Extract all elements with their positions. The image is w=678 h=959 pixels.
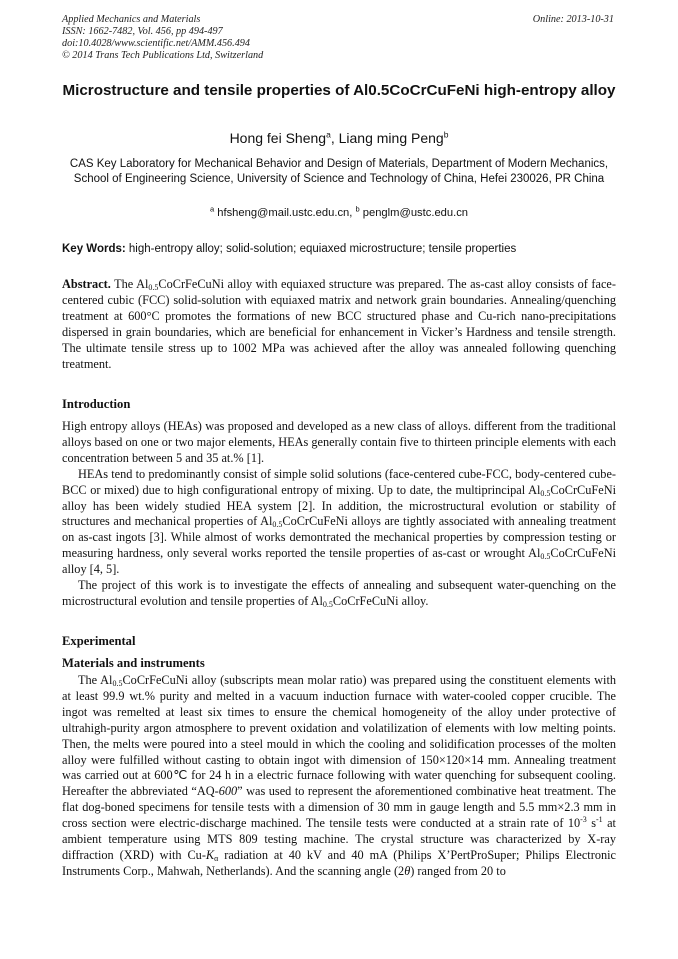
abstract-label: Abstract. (62, 277, 111, 291)
introduction-body (62, 419, 616, 610)
subscript: 0.5 (148, 283, 159, 292)
subscript: α (214, 853, 219, 863)
paragraph-text: ) ranged from 20 to (410, 863, 506, 878)
italic-text: 600 (218, 784, 238, 799)
subscript: 0.5 (322, 599, 333, 609)
email-mark: b (355, 204, 360, 214)
author-emails (62, 204, 616, 219)
abstract-text: The Al (110, 277, 149, 291)
section-heading-experimental: Experimental (62, 634, 136, 648)
paragraph-text: ” was used to represent the aforementioned combinative heat treatment. The flat dog-boned specimens for tensile tests with a dimension of 30 mm in gauge length and 5.5 mm×2.3 mm in cross section were electric-discharge machined. The tensile tests were conducted at a strain rate of 10 (62, 784, 617, 831)
author-affil-mark: b (443, 129, 449, 140)
paragraph-text: CoCrCuFeNi alloys are tightly associated with annealing treatment on as-cast ingots [3]. While almost of works demontrated the mechanical properties by compression testing or measuring hardness, only several works reported the tensile properties of as-cast or wrought Al (62, 514, 616, 561)
copyright-line: © 2014 Trans Tech Publications Ltd, Switzerland (62, 50, 264, 61)
italic-text: θ (404, 863, 411, 878)
paragraph-text: s (586, 816, 597, 831)
paragraph-text: HEAs tend to predominantly consist of simple solid solutions (face-centered cube-FCC, body-centered cube-BCC or mixed) due to high configurational entropy of mixing. Up to date, the multiprincipal Al (62, 466, 616, 497)
paragraph-text: CoCrCuFeNi alloy has been widely studied HEA system [2]. In addition, the microstructural evolution or stability of structures and mechanical properties of Al (62, 482, 616, 529)
experimental-body (62, 673, 616, 880)
paragraph-text: The project of this work is to investigate the effects of annealing and subsequent water-quenching on the microstructural evolution and tensile properties of Al (62, 578, 616, 608)
italic-text: K (205, 847, 215, 862)
superscript: -3 (580, 815, 587, 825)
keywords-label: Key Words: (62, 243, 126, 255)
keywords-text: high-entropy alloy; solid-solution; equiaxed microstructure; tensile properties (125, 243, 517, 255)
email-link[interactable]: penglm@ustc.edu.cn (362, 207, 469, 219)
paragraph (62, 578, 616, 610)
paragraph (62, 467, 616, 578)
section-heading-introduction: Introduction (62, 397, 131, 411)
paragraph-text: CoCrFeCuNi alloy (subscripts mean molar ratio) was prepared using the constituent elements with at least 99.9 wt.% purity and melted in a vacuum induction furnace with water-cooled copper crucible. The ingot was remelted at least six times to ensure the chemical homogeneity of the alloy under protective of ultrahigh-purity argon atmosphere to prevent oxidation and volatilization of elements with low melting points. Then, the melts were poured into a steel mould in which the cooling and solidification processes of the molten alloy were fulfilled without casting to obtain ingot with dimension of 150×120×14 mm. Annealing treatment was carried out at 600℃ for 24 h in a electric furnace following with water quenching for subsequent cooling. Hereafter the abbreviated “AQ- (62, 673, 617, 799)
paragraph-text: at ambient temperature using MTS 809 testing machine. The crystal structure was characterized by X-ray diffraction (XRD) with Cu- (62, 816, 616, 862)
abstract (62, 277, 616, 372)
author-name: Liang ming Peng (338, 130, 444, 146)
paragraph-text: CoCrFeCuNi alloy. (332, 593, 429, 608)
issn-line: ISSN: 1662-7482, Vol. 456, pp 494-497 (62, 26, 223, 37)
email-separator: , (349, 207, 356, 219)
superscript: -1 (596, 815, 603, 825)
affiliation: CAS Key Laboratory for Mechanical Behavior and Design of Materials, Department of Modern Mechanics, School of Engineering Science, University of Science and Technology of China, Hefei 230026, PR China (69, 158, 609, 185)
subscript: 0.5 (540, 552, 551, 562)
keywords (62, 243, 616, 255)
paragraph: High entropy alloys (HEAs) was proposed and developed as a new class of alloys. different from the traditional alloys based on one or two major elements, HEAs generally contain five to thirteen principle elements with each concentration between 5 and 35 at.% [1]. (62, 419, 616, 465)
journal-header (62, 14, 263, 62)
paragraph-text: CoCrCuFeNi alloy [4, 5]. (62, 546, 616, 577)
author-list (62, 130, 616, 146)
paragraph-text: radiation at 40 kV and 40 mA (Philips X’PertProSuper; Philips Electronic Instruments Corp., Mahwah, Netherlands). And the scanning angle (2 (62, 847, 616, 878)
email-link[interactable]: hfsheng@mail.ustc.edu.cn (217, 207, 350, 219)
author-separator: , (330, 130, 339, 146)
paper-title: Microstructure and tensile properties of Al0.5CoCrCuFeNi high-entropy alloy (62, 82, 616, 99)
subscript: 0.5 (272, 520, 283, 530)
doi-link[interactable]: doi:10.4028/www.scientific.net/AMM.456.494 (62, 38, 250, 49)
email-mark: a (209, 204, 215, 214)
author-name: Hong fei Sheng (229, 130, 327, 146)
journal-name: Applied Mechanics and Materials (62, 14, 201, 25)
author-affil-mark: a (326, 129, 331, 140)
online-date: Online: 2013-10-31 (532, 14, 614, 25)
subscript: 0.5 (540, 488, 551, 498)
subsection-heading-materials: Materials and instruments (62, 656, 205, 670)
paragraph-text: The Al (78, 673, 113, 687)
abstract-text: CoCrFeCuNi alloy with equiaxed structure was prepared. The as-cast alloy consists of face-centered cubic (FCC) solid-solution with equiaxed matrix and network grain boundaries. Annealing/quenching treatment at 600°C promotes the formations of new BCC structured phase and Cu-rich nano-precipitations dispersed in grain boundaries, which are beneficial for enhancement in Vicker’s Hardness and tensile strength. The ultimate tensile stress up to 1002 MPa was achieved after the alloy was annealed following quenching treatment. (62, 277, 616, 371)
subscript: 0.5 (112, 679, 123, 688)
